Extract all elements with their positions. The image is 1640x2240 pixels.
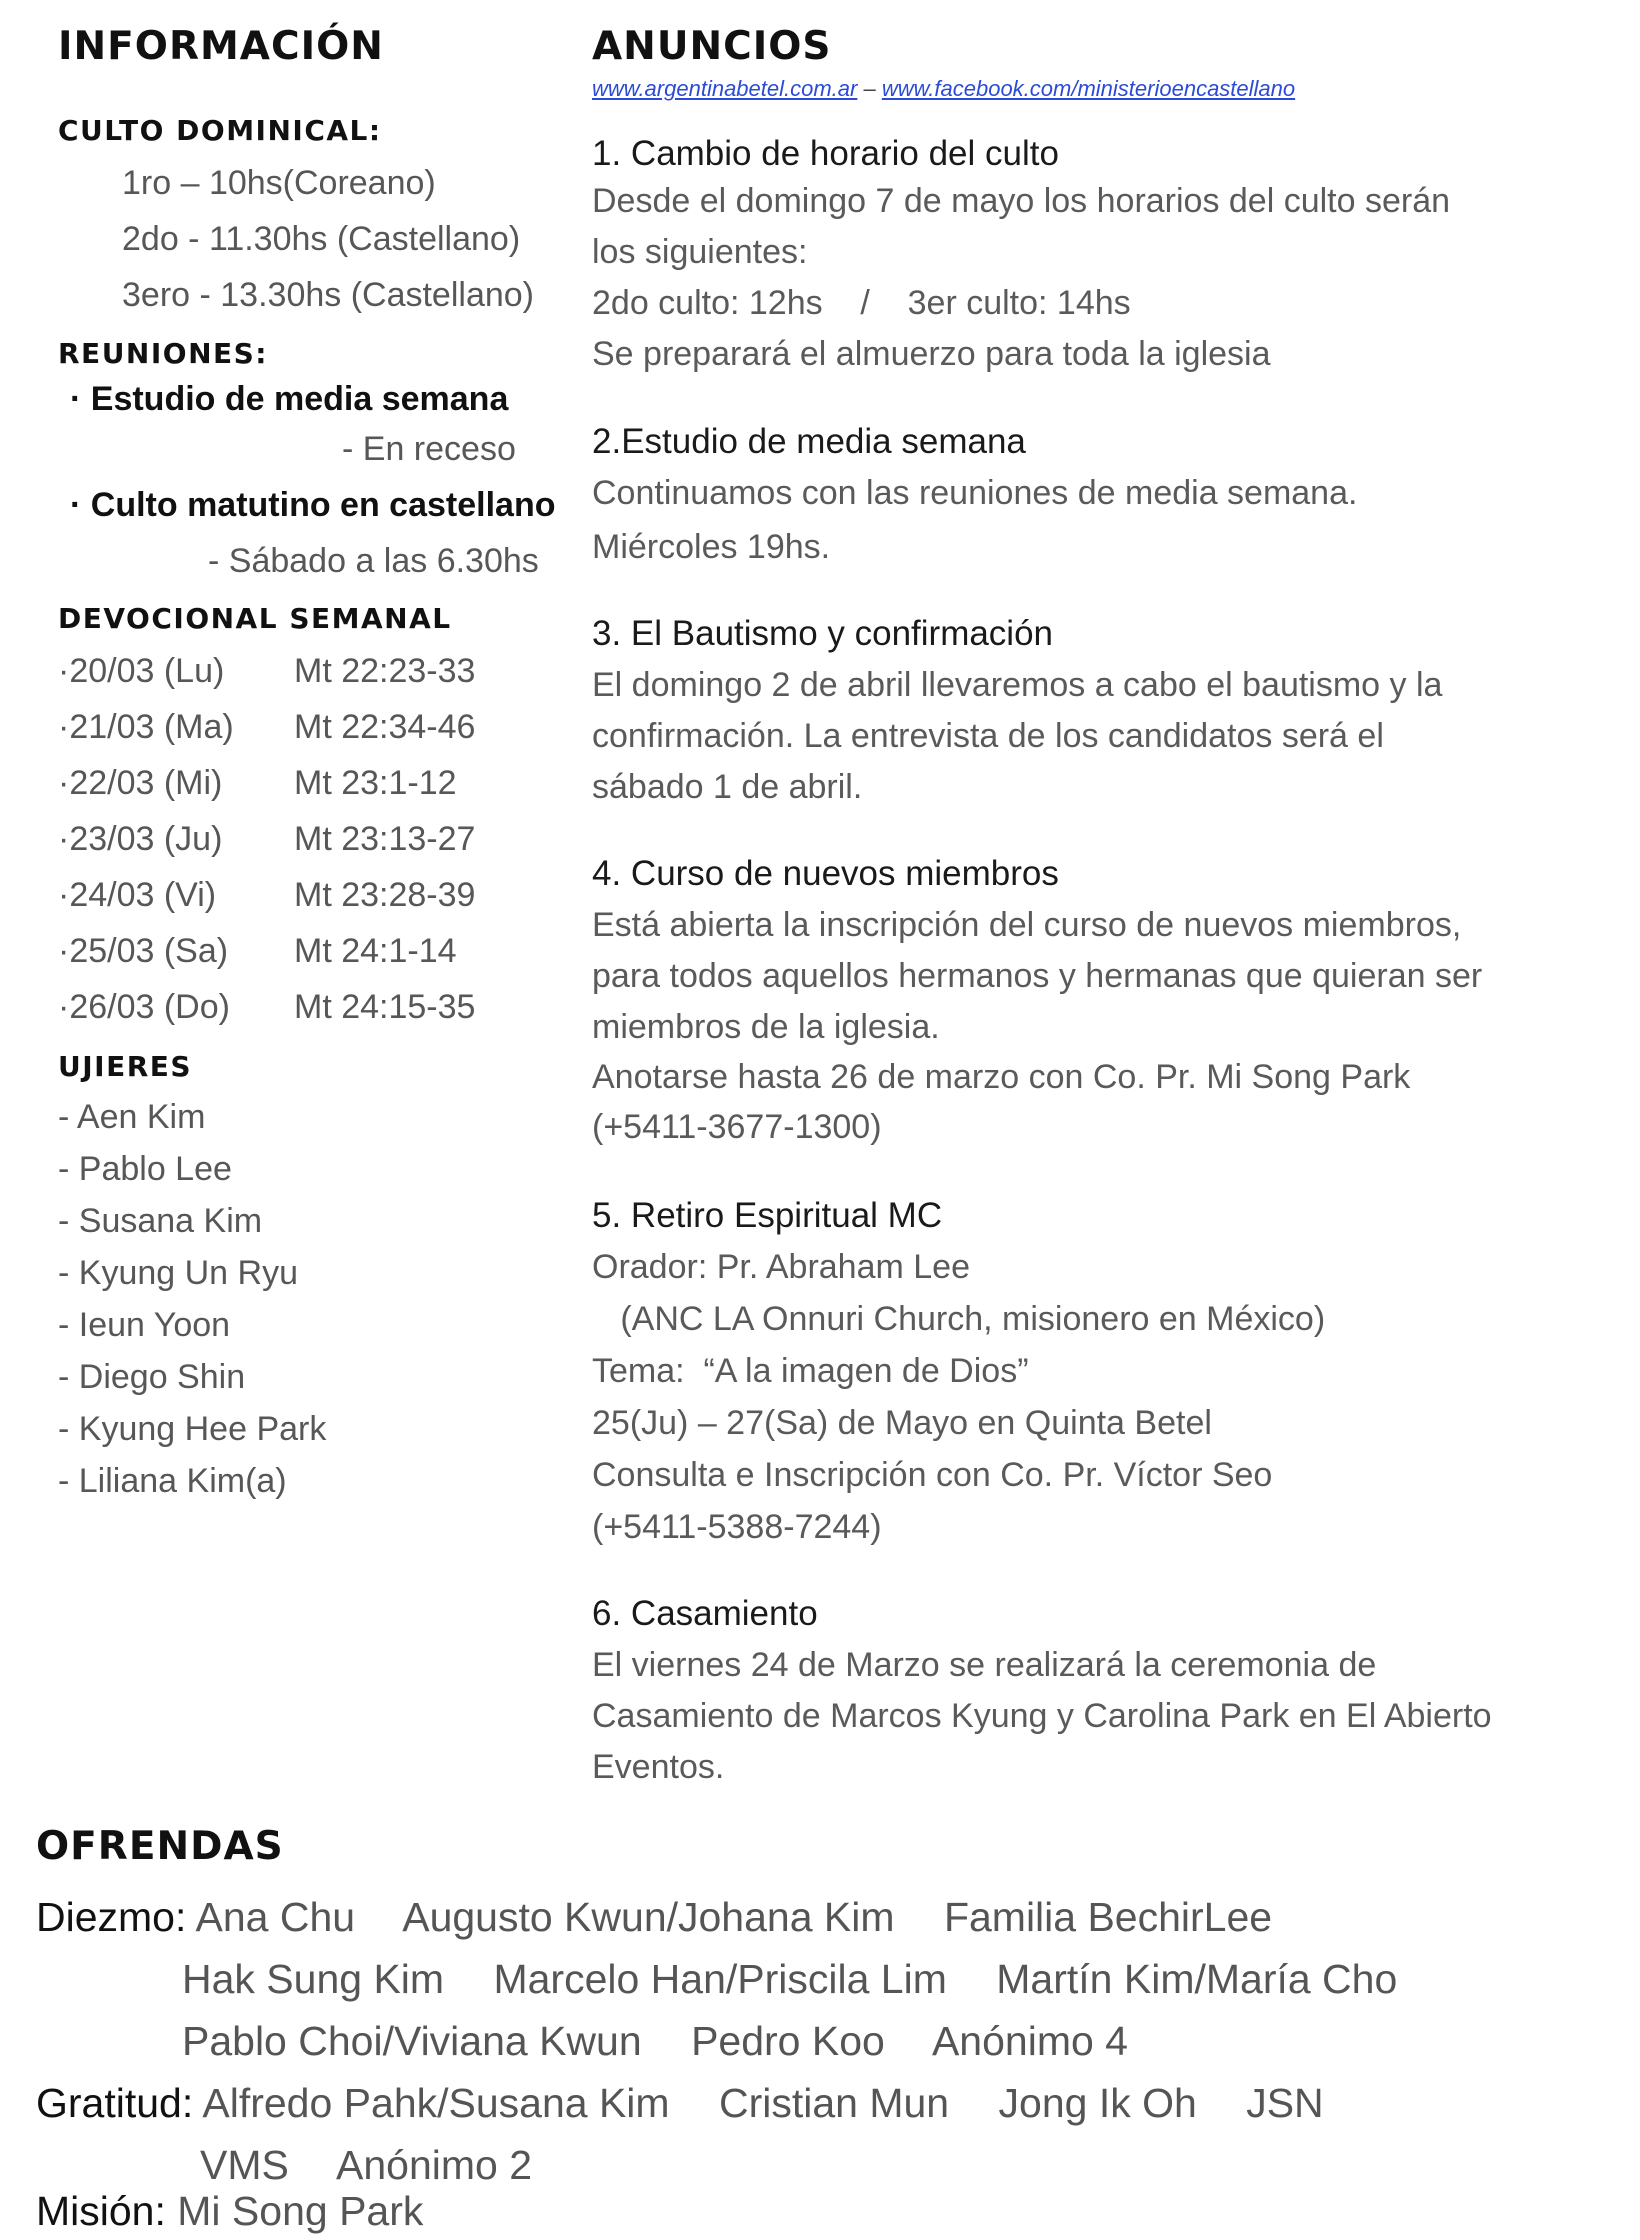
donor-name: Anónimo 2 bbox=[336, 2142, 533, 2188]
devocional-date: ·20/03 (Lu) bbox=[58, 652, 225, 690]
anuncio-line: 2do culto: 12hs / 3er culto: 14hs bbox=[592, 284, 1131, 322]
donor-name: Mi Song Park bbox=[177, 2188, 424, 2234]
devocional-heading: DEVOCIONAL SEMANAL bbox=[58, 602, 452, 635]
donor-name: Cristian Mun bbox=[718, 2080, 950, 2126]
devocional-ref: Mt 22:23-33 bbox=[294, 652, 476, 690]
devocional-date: ·26/03 (Do) bbox=[58, 988, 230, 1026]
diezmo-label: Diezmo: bbox=[36, 1894, 187, 1940]
reunion-detail: - Sábado a las 6.30hs bbox=[208, 542, 539, 580]
reuniones-heading: REUNIONES: bbox=[58, 337, 269, 370]
donor-name: Hak Sung Kim bbox=[182, 1956, 445, 2002]
link-separator: – bbox=[857, 76, 882, 101]
donor-name: JSN bbox=[1246, 2080, 1324, 2126]
anuncio-line: Miércoles 19hs. bbox=[592, 528, 831, 566]
diezmo-line bbox=[36, 1894, 1310, 1941]
ujier-item: - Liliana Kim(a) bbox=[58, 1462, 287, 1500]
culto-item: 2do - 11.30hs (Castellano) bbox=[122, 220, 521, 258]
gratitud-line bbox=[200, 2142, 570, 2189]
devocional-date: ·24/03 (Vi) bbox=[58, 876, 217, 914]
anuncio-line: sábado 1 de abril. bbox=[592, 768, 863, 806]
anuncio-title: 2.Estudio de media semana bbox=[592, 422, 1026, 461]
ujier-item: - Kyung Un Ryu bbox=[58, 1254, 298, 1292]
anuncio-line: El viernes 24 de Marzo se realizará la ceremonia de bbox=[592, 1646, 1377, 1684]
anuncio-line: (ANC LA Onnuri Church, misionero en México) bbox=[592, 1300, 1326, 1338]
donor-name: Augusto Kwun/Johana Kim bbox=[402, 1894, 895, 1940]
anuncio-line: El domingo 2 de abril llevaremos a cabo el bautismo y la bbox=[592, 666, 1443, 704]
devocional-ref: Mt 23:28-39 bbox=[294, 876, 476, 914]
diezmo-line bbox=[182, 1956, 1435, 2003]
ujieres-heading: UJIERES bbox=[58, 1050, 193, 1083]
diezmo-line bbox=[182, 2018, 1166, 2065]
anuncio-line: los siguientes: bbox=[592, 233, 808, 271]
anuncio-line: (+5411-5388-7244) bbox=[592, 1508, 882, 1546]
mision-line bbox=[36, 2188, 461, 2235]
ujier-item: - Susana Kim bbox=[58, 1202, 263, 1240]
anuncio-title: 3. El Bautismo y confirmación bbox=[592, 614, 1054, 653]
devocional-date: ·25/03 (Sa) bbox=[58, 932, 229, 970]
culto-item: 3ero - 13.30hs (Castellano) bbox=[122, 276, 535, 314]
info-title: INFORMACIÓN bbox=[58, 24, 384, 69]
mision-label: Misión: bbox=[36, 2188, 166, 2234]
devocional-ref: Mt 23:13-27 bbox=[294, 820, 476, 858]
anuncio-title: 5. Retiro Espiritual MC bbox=[592, 1196, 943, 1235]
anuncio-line: para todos aquellos hermanos y hermanas que quieran ser bbox=[592, 957, 1483, 995]
anuncio-line: Eventos. bbox=[592, 1748, 725, 1786]
donor-name: Marcelo Han/Priscila Lim bbox=[493, 1956, 947, 2002]
donor-name: VMS bbox=[200, 2142, 289, 2188]
donor-name: Jong Ik Oh bbox=[998, 2080, 1197, 2126]
anuncio-line: (+5411-3677-1300) bbox=[592, 1108, 882, 1146]
reunion-detail: - En receso bbox=[342, 430, 516, 468]
anuncios-title: ANUNCIOS bbox=[592, 24, 832, 69]
donor-name: Alfredo Pahk/Susana Kim bbox=[202, 2080, 670, 2126]
anuncio-title: 6. Casamiento bbox=[592, 1594, 818, 1633]
facebook-link[interactable]: www.facebook.com/ministerioencastellano bbox=[881, 76, 1296, 101]
ujier-item: - Pablo Lee bbox=[58, 1150, 232, 1188]
devocional-ref: Mt 23:1-12 bbox=[294, 764, 457, 802]
devocional-date: ·23/03 (Ju) bbox=[58, 820, 223, 858]
donor-name: Martín Kim/María Cho bbox=[996, 1956, 1398, 2002]
devocional-ref: Mt 24:1-14 bbox=[294, 932, 457, 970]
anuncio-line: Está abierta la inscripción del curso de nuevos miembros, bbox=[592, 906, 1462, 944]
devocional-ref: Mt 24:15-35 bbox=[294, 988, 476, 1026]
ujier-item: - Diego Shin bbox=[58, 1358, 246, 1396]
ujier-item: - Kyung Hee Park bbox=[58, 1410, 327, 1448]
website-link[interactable]: www.argentinabetel.com.ar bbox=[592, 76, 858, 101]
gratitud-line bbox=[36, 2080, 1362, 2127]
anuncio-line: Anotarse hasta 26 de marzo con Co. Pr. Mi Song Park bbox=[592, 1058, 1411, 1096]
devocional-date: ·22/03 (Mi) bbox=[58, 764, 223, 802]
anuncio-line: Continuamos con las reuniones de media semana. bbox=[592, 474, 1358, 512]
anuncio-line: Casamiento de Marcos Kyung y Carolina Park en El Abierto bbox=[592, 1697, 1492, 1735]
anuncios-links bbox=[592, 76, 1295, 102]
anuncio-title: 1. Cambio de horario del culto bbox=[592, 134, 1059, 173]
devocional-ref: Mt 22:34-46 bbox=[294, 708, 476, 746]
anuncio-line: Consulta e Inscripción con Co. Pr. Víctor Seo bbox=[592, 1456, 1273, 1494]
donor-name: Anónimo 4 bbox=[931, 2018, 1128, 2064]
anuncio-line: Orador: Pr. Abraham Lee bbox=[592, 1248, 970, 1286]
anuncio-line: confirmación. La entrevista de los candidatos será el bbox=[592, 717, 1384, 755]
donor-name: Ana Chu bbox=[195, 1894, 356, 1940]
ofrendas-title: OFRENDAS bbox=[36, 1824, 284, 1869]
culto-item: 1ro – 10hs(Coreano) bbox=[122, 164, 436, 202]
anuncio-line: miembros de la iglesia. bbox=[592, 1008, 940, 1046]
ujier-item: - Ieun Yoon bbox=[58, 1306, 231, 1344]
anuncio-title: 4. Curso de nuevos miembros bbox=[592, 854, 1059, 893]
gratitud-label: Gratitud: bbox=[36, 2080, 194, 2126]
reunion-name: · Estudio de media semana bbox=[70, 380, 509, 418]
culto-dominical-heading: CULTO DOMINICAL: bbox=[58, 114, 382, 147]
ujier-item: - Aen Kim bbox=[58, 1098, 206, 1136]
anuncio-line: Desde el domingo 7 de mayo los horarios del culto serán bbox=[592, 182, 1451, 220]
donor-name: Familia BechirLee bbox=[943, 1894, 1273, 1940]
donor-name: Pedro Koo bbox=[691, 2018, 885, 2064]
anuncio-line: Tema: “A la imagen de Dios” bbox=[592, 1352, 1029, 1390]
reunion-name: · Culto matutino en castellano bbox=[70, 486, 556, 524]
devocional-date: ·21/03 (Ma) bbox=[58, 708, 234, 746]
donor-name: Pablo Choi/Viviana Kwun bbox=[182, 2018, 642, 2064]
anuncio-line: Se preparará el almuerzo para toda la iglesia bbox=[592, 335, 1271, 373]
anuncio-line: 25(Ju) – 27(Sa) de Mayo en Quinta Betel bbox=[592, 1404, 1212, 1442]
